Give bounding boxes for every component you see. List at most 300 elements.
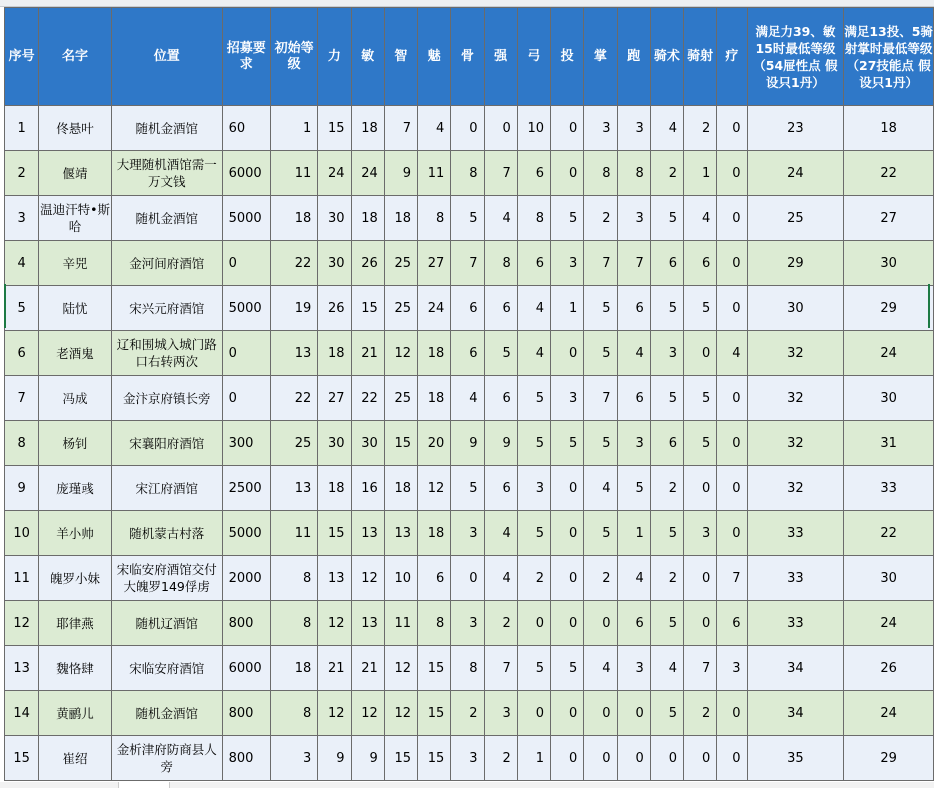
cell-riding[interactable]: 6: [650, 241, 683, 286]
cell-throw[interactable]: 0: [551, 736, 584, 781]
cell-min-level-throw-mounted[interactable]: 22: [844, 151, 934, 196]
table-row[interactable]: [5, 646, 934, 691]
cell-name[interactable]: 老酒鬼: [39, 331, 112, 376]
cell-name[interactable]: 佟悬叶: [39, 106, 112, 151]
cell-int[interactable]: 18: [384, 466, 417, 511]
cell-bow[interactable]: 5: [517, 511, 550, 556]
cell-bone[interactable]: 5: [451, 196, 484, 241]
cell-heal[interactable]: 4: [717, 331, 747, 376]
cell-recruit-requirement[interactable]: 0: [222, 331, 270, 376]
cell-strong[interactable]: 4: [484, 511, 517, 556]
header-cell-riding[interactable]: 骑术: [650, 8, 683, 106]
cell-index[interactable]: 2: [5, 151, 39, 196]
cell-agi[interactable]: 12: [351, 691, 384, 736]
cell-agi[interactable]: 13: [351, 511, 384, 556]
cell-recruit-requirement[interactable]: 800: [222, 736, 270, 781]
cell-agi[interactable]: 18: [351, 196, 384, 241]
cell-mounted-archery[interactable]: 7: [684, 646, 717, 691]
cell-strong[interactable]: 4: [484, 196, 517, 241]
cell-run[interactable]: 8: [617, 151, 650, 196]
table-row[interactable]: [5, 106, 934, 151]
cell-palm[interactable]: 5: [584, 331, 617, 376]
cell-str[interactable]: 27: [318, 376, 351, 421]
cell-cha[interactable]: 15: [418, 736, 451, 781]
cell-str[interactable]: 15: [318, 511, 351, 556]
cell-min-level-throw-mounted[interactable]: 30: [844, 556, 934, 601]
cell-index[interactable]: 13: [5, 646, 39, 691]
cell-bow[interactable]: 6: [517, 151, 550, 196]
cell-str[interactable]: 26: [318, 286, 351, 331]
cell-int[interactable]: 15: [384, 736, 417, 781]
cell-palm[interactable]: 3: [584, 106, 617, 151]
cell-recruit-requirement[interactable]: 6000: [222, 151, 270, 196]
cell-bow[interactable]: 2: [517, 556, 550, 601]
cell-mounted-archery[interactable]: 0: [684, 331, 717, 376]
cell-min-level-str-agi[interactable]: 35: [747, 736, 844, 781]
cell-int[interactable]: 13: [384, 511, 417, 556]
cell-min-level-str-agi[interactable]: 32: [747, 376, 844, 421]
cell-cha[interactable]: 18: [418, 376, 451, 421]
cell-agi[interactable]: 24: [351, 151, 384, 196]
cell-strong[interactable]: 7: [484, 646, 517, 691]
cell-riding[interactable]: 2: [650, 556, 683, 601]
cell-bow[interactable]: 1: [517, 736, 550, 781]
cell-cha[interactable]: 18: [418, 511, 451, 556]
cell-agi[interactable]: 21: [351, 331, 384, 376]
cell-min-level-throw-mounted[interactable]: 30: [844, 376, 934, 421]
cell-index[interactable]: 11: [5, 556, 39, 601]
cell-location[interactable]: 宋临安府酒馆: [111, 646, 222, 691]
cell-location[interactable]: 宋临安府酒馆交付大魄罗149俘虏: [111, 556, 222, 601]
cell-palm[interactable]: 5: [584, 421, 617, 466]
cell-min-level-str-agi[interactable]: 29: [747, 241, 844, 286]
cell-riding[interactable]: 5: [650, 691, 683, 736]
cell-riding[interactable]: 5: [650, 196, 683, 241]
table-row[interactable]: [5, 376, 934, 421]
cell-min-level-str-agi[interactable]: 25: [747, 196, 844, 241]
cell-location[interactable]: 随机金酒馆: [111, 196, 222, 241]
header-cell-bow[interactable]: 弓: [517, 8, 550, 106]
header-cell-recruit-requirement[interactable]: 招募要求: [222, 8, 270, 106]
cell-bow[interactable]: 6: [517, 241, 550, 286]
cell-min-level-str-agi[interactable]: 24: [747, 151, 844, 196]
cell-initial-level[interactable]: 1: [270, 106, 317, 151]
cell-name[interactable]: 陆忧: [39, 286, 112, 331]
cell-mounted-archery[interactable]: 5: [684, 286, 717, 331]
header-cell-heal[interactable]: 疗: [717, 8, 747, 106]
cell-index[interactable]: 12: [5, 601, 39, 646]
cell-bow[interactable]: 5: [517, 376, 550, 421]
table-row[interactable]: [5, 421, 934, 466]
cell-run[interactable]: 6: [617, 376, 650, 421]
header-cell-str[interactable]: 力: [318, 8, 351, 106]
cell-min-level-str-agi[interactable]: 23: [747, 106, 844, 151]
table-row[interactable]: [5, 691, 934, 736]
cell-initial-level[interactable]: 25: [270, 421, 317, 466]
cell-index[interactable]: 7: [5, 376, 39, 421]
cell-min-level-throw-mounted[interactable]: 27: [844, 196, 934, 241]
cell-str[interactable]: 30: [318, 241, 351, 286]
cell-recruit-requirement[interactable]: 0: [222, 241, 270, 286]
cell-heal[interactable]: 0: [717, 196, 747, 241]
cell-heal[interactable]: 0: [717, 691, 747, 736]
cell-bow[interactable]: 8: [517, 196, 550, 241]
cell-heal[interactable]: 7: [717, 556, 747, 601]
cell-recruit-requirement[interactable]: 0: [222, 376, 270, 421]
cell-riding[interactable]: 5: [650, 286, 683, 331]
cell-min-level-throw-mounted[interactable]: 18: [844, 106, 934, 151]
cell-agi[interactable]: 21: [351, 646, 384, 691]
cell-heal[interactable]: 0: [717, 376, 747, 421]
cell-name[interactable]: 冯成: [39, 376, 112, 421]
table-row[interactable]: [5, 286, 934, 331]
cell-recruit-requirement[interactable]: 300: [222, 421, 270, 466]
cell-index[interactable]: 14: [5, 691, 39, 736]
cell-name[interactable]: 崔绍: [39, 736, 112, 781]
table-row[interactable]: [5, 601, 934, 646]
cell-strong[interactable]: 4: [484, 556, 517, 601]
cell-mounted-archery[interactable]: 4: [684, 196, 717, 241]
cell-palm[interactable]: 2: [584, 556, 617, 601]
cell-initial-level[interactable]: 8: [270, 556, 317, 601]
cell-min-level-throw-mounted[interactable]: 26: [844, 646, 934, 691]
cell-riding[interactable]: 5: [650, 376, 683, 421]
cell-palm[interactable]: 0: [584, 691, 617, 736]
cell-int[interactable]: 18: [384, 196, 417, 241]
cell-recruit-requirement[interactable]: 60: [222, 106, 270, 151]
cell-bone[interactable]: 6: [451, 331, 484, 376]
cell-bow[interactable]: 5: [517, 421, 550, 466]
cell-recruit-requirement[interactable]: 800: [222, 601, 270, 646]
cell-riding[interactable]: 2: [650, 466, 683, 511]
cell-heal[interactable]: 0: [717, 241, 747, 286]
cell-min-level-throw-mounted[interactable]: 33: [844, 466, 934, 511]
cell-run[interactable]: 0: [617, 691, 650, 736]
cell-recruit-requirement[interactable]: 6000: [222, 646, 270, 691]
header-cell-strong[interactable]: 强: [484, 8, 517, 106]
cell-min-level-throw-mounted[interactable]: 24: [844, 691, 934, 736]
cell-riding[interactable]: 6: [650, 421, 683, 466]
cell-initial-level[interactable]: 3: [270, 736, 317, 781]
cell-agi[interactable]: 26: [351, 241, 384, 286]
cell-index[interactable]: 1: [5, 106, 39, 151]
cell-min-level-throw-mounted[interactable]: 22: [844, 511, 934, 556]
cell-str[interactable]: 13: [318, 556, 351, 601]
cell-throw[interactable]: 3: [551, 241, 584, 286]
cell-cha[interactable]: 15: [418, 646, 451, 691]
cell-min-level-str-agi[interactable]: 32: [747, 331, 844, 376]
cell-throw[interactable]: 0: [551, 601, 584, 646]
cell-bone[interactable]: 0: [451, 556, 484, 601]
cell-recruit-requirement[interactable]: 2000: [222, 556, 270, 601]
cell-throw[interactable]: 0: [551, 556, 584, 601]
cell-name[interactable]: 偃靖: [39, 151, 112, 196]
header-cell-name[interactable]: 名字: [39, 8, 112, 106]
cell-bone[interactable]: 8: [451, 646, 484, 691]
cell-min-level-str-agi[interactable]: 34: [747, 691, 844, 736]
cell-min-level-str-agi[interactable]: 30: [747, 286, 844, 331]
cell-agi[interactable]: 9: [351, 736, 384, 781]
cell-run[interactable]: 0: [617, 736, 650, 781]
cell-cha[interactable]: 24: [418, 286, 451, 331]
cell-strong[interactable]: 9: [484, 421, 517, 466]
table-row[interactable]: [5, 736, 934, 781]
cell-min-level-str-agi[interactable]: 33: [747, 556, 844, 601]
cell-index[interactable]: 5: [5, 286, 39, 331]
cell-recruit-requirement[interactable]: 5000: [222, 286, 270, 331]
cell-cha[interactable]: 20: [418, 421, 451, 466]
header-cell-initial-level[interactable]: 初始等级: [270, 8, 317, 106]
cell-location[interactable]: 宋襄阳府酒馆: [111, 421, 222, 466]
cell-riding[interactable]: 5: [650, 601, 683, 646]
table-row[interactable]: [5, 466, 934, 511]
cell-initial-level[interactable]: 18: [270, 196, 317, 241]
cell-min-level-throw-mounted[interactable]: 29: [844, 286, 934, 331]
cell-initial-level[interactable]: 22: [270, 376, 317, 421]
cell-throw[interactable]: 5: [551, 196, 584, 241]
cell-riding[interactable]: 0: [650, 736, 683, 781]
cell-mounted-archery[interactable]: 5: [684, 376, 717, 421]
cell-recruit-requirement[interactable]: 800: [222, 691, 270, 736]
header-cell-throw[interactable]: 投: [551, 8, 584, 106]
cell-strong[interactable]: 8: [484, 241, 517, 286]
cell-name[interactable]: 庞瑾彧: [39, 466, 112, 511]
header-cell-bone[interactable]: 骨: [451, 8, 484, 106]
cell-mounted-archery[interactable]: 1: [684, 151, 717, 196]
cell-initial-level[interactable]: 11: [270, 151, 317, 196]
cell-run[interactable]: 6: [617, 601, 650, 646]
header-cell-palm[interactable]: 掌: [584, 8, 617, 106]
cell-cha[interactable]: 27: [418, 241, 451, 286]
cell-name[interactable]: 杨钊: [39, 421, 112, 466]
cell-run[interactable]: 3: [617, 196, 650, 241]
cell-cha[interactable]: 4: [418, 106, 451, 151]
cell-run[interactable]: 3: [617, 646, 650, 691]
cell-heal[interactable]: 0: [717, 106, 747, 151]
cell-str[interactable]: 9: [318, 736, 351, 781]
cell-throw[interactable]: 0: [551, 151, 584, 196]
cell-mounted-archery[interactable]: 0: [684, 601, 717, 646]
cell-bow[interactable]: 0: [517, 691, 550, 736]
cell-run[interactable]: 3: [617, 106, 650, 151]
cell-agi[interactable]: 22: [351, 376, 384, 421]
cell-location[interactable]: 辽和围城入城门路口右转两次: [111, 331, 222, 376]
cell-min-level-str-agi[interactable]: 32: [747, 421, 844, 466]
cell-str[interactable]: 24: [318, 151, 351, 196]
cell-min-level-throw-mounted[interactable]: 31: [844, 421, 934, 466]
cell-int[interactable]: 12: [384, 331, 417, 376]
cell-bone[interactable]: 3: [451, 601, 484, 646]
cell-throw[interactable]: 5: [551, 421, 584, 466]
cell-str[interactable]: 12: [318, 691, 351, 736]
cell-location[interactable]: 大理随机酒馆需一万文钱: [111, 151, 222, 196]
cell-min-level-str-agi[interactable]: 34: [747, 646, 844, 691]
cell-recruit-requirement[interactable]: 5000: [222, 196, 270, 241]
cell-palm[interactable]: 0: [584, 601, 617, 646]
cell-strong[interactable]: 2: [484, 736, 517, 781]
cell-palm[interactable]: 0: [584, 736, 617, 781]
cell-throw[interactable]: 0: [551, 106, 584, 151]
cell-agi[interactable]: 12: [351, 556, 384, 601]
cell-location[interactable]: 宋江府酒馆: [111, 466, 222, 511]
cell-index[interactable]: 6: [5, 331, 39, 376]
cell-mounted-archery[interactable]: 0: [684, 556, 717, 601]
cell-mounted-archery[interactable]: 0: [684, 466, 717, 511]
cell-palm[interactable]: 5: [584, 286, 617, 331]
cell-location[interactable]: 宋兴元府酒馆: [111, 286, 222, 331]
cell-name[interactable]: 羊小帅: [39, 511, 112, 556]
cell-palm[interactable]: 7: [584, 376, 617, 421]
cell-bone[interactable]: 3: [451, 736, 484, 781]
cell-index[interactable]: 10: [5, 511, 39, 556]
cell-agi[interactable]: 13: [351, 601, 384, 646]
cell-bow[interactable]: 4: [517, 286, 550, 331]
cell-location[interactable]: 金析津府防商县人旁: [111, 736, 222, 781]
cell-strong[interactable]: 6: [484, 286, 517, 331]
cell-location[interactable]: 随机金酒馆: [111, 106, 222, 151]
cell-name[interactable]: 温迪汗特•斯哈: [39, 196, 112, 241]
cell-palm[interactable]: 2: [584, 196, 617, 241]
cell-name[interactable]: 辛兕: [39, 241, 112, 286]
cell-bow[interactable]: 4: [517, 331, 550, 376]
cell-min-level-throw-mounted[interactable]: 29: [844, 736, 934, 781]
cell-strong[interactable]: 5: [484, 331, 517, 376]
cell-int[interactable]: 12: [384, 691, 417, 736]
cell-cha[interactable]: 18: [418, 331, 451, 376]
cell-bow[interactable]: 3: [517, 466, 550, 511]
cell-cha[interactable]: 11: [418, 151, 451, 196]
cell-run[interactable]: 7: [617, 241, 650, 286]
cell-palm[interactable]: 4: [584, 466, 617, 511]
cell-heal[interactable]: 0: [717, 421, 747, 466]
cell-riding[interactable]: 4: [650, 106, 683, 151]
cell-mounted-archery[interactable]: 0: [684, 736, 717, 781]
header-cell-run[interactable]: 跑: [617, 8, 650, 106]
cell-initial-level[interactable]: 18: [270, 646, 317, 691]
cell-strong[interactable]: 0: [484, 106, 517, 151]
cell-index[interactable]: 9: [5, 466, 39, 511]
cell-index[interactable]: 15: [5, 736, 39, 781]
cell-bone[interactable]: 6: [451, 286, 484, 331]
cell-initial-level[interactable]: 19: [270, 286, 317, 331]
cell-palm[interactable]: 7: [584, 241, 617, 286]
cell-str[interactable]: 18: [318, 331, 351, 376]
cell-heal[interactable]: 0: [717, 286, 747, 331]
cell-name[interactable]: 黄鹂儿: [39, 691, 112, 736]
cell-mounted-archery[interactable]: 5: [684, 421, 717, 466]
cell-index[interactable]: 4: [5, 241, 39, 286]
cell-initial-level[interactable]: 8: [270, 601, 317, 646]
cell-int[interactable]: 25: [384, 286, 417, 331]
cell-bone[interactable]: 4: [451, 376, 484, 421]
cell-riding[interactable]: 4: [650, 646, 683, 691]
cell-bow[interactable]: 0: [517, 601, 550, 646]
header-cell-int[interactable]: 智: [384, 8, 417, 106]
cell-heal[interactable]: 0: [717, 511, 747, 556]
cell-palm[interactable]: 5: [584, 511, 617, 556]
cell-bone[interactable]: 2: [451, 691, 484, 736]
cell-cha[interactable]: 6: [418, 556, 451, 601]
cell-mounted-archery[interactable]: 2: [684, 691, 717, 736]
cell-riding[interactable]: 3: [650, 331, 683, 376]
cell-initial-level[interactable]: 13: [270, 331, 317, 376]
cell-throw[interactable]: 0: [551, 691, 584, 736]
cell-index[interactable]: 3: [5, 196, 39, 241]
cell-cha[interactable]: 12: [418, 466, 451, 511]
cell-name[interactable]: 耶律燕: [39, 601, 112, 646]
table-row[interactable]: [5, 511, 934, 556]
cell-int[interactable]: 25: [384, 376, 417, 421]
cell-mounted-archery[interactable]: 2: [684, 106, 717, 151]
cell-recruit-requirement[interactable]: 5000: [222, 511, 270, 556]
cell-name[interactable]: 魏恪肆: [39, 646, 112, 691]
cell-min-level-throw-mounted[interactable]: 30: [844, 241, 934, 286]
cell-min-level-str-agi[interactable]: 33: [747, 601, 844, 646]
cell-agi[interactable]: 15: [351, 286, 384, 331]
cell-location[interactable]: 随机金酒馆: [111, 691, 222, 736]
cell-initial-level[interactable]: 8: [270, 691, 317, 736]
cell-str[interactable]: 18: [318, 466, 351, 511]
cell-str[interactable]: 30: [318, 196, 351, 241]
table-row[interactable]: [5, 151, 934, 196]
cell-recruit-requirement[interactable]: 2500: [222, 466, 270, 511]
cell-cha[interactable]: 8: [418, 196, 451, 241]
cell-bow[interactable]: 10: [517, 106, 550, 151]
cell-str[interactable]: 12: [318, 601, 351, 646]
cell-location[interactable]: 随机蒙古村落: [111, 511, 222, 556]
cell-int[interactable]: 11: [384, 601, 417, 646]
header-cell-mounted-archery[interactable]: 骑射: [684, 8, 717, 106]
cell-min-level-throw-mounted[interactable]: 24: [844, 331, 934, 376]
cell-run[interactable]: 4: [617, 331, 650, 376]
cell-strong[interactable]: 6: [484, 376, 517, 421]
cell-bone[interactable]: 9: [451, 421, 484, 466]
cell-mounted-archery[interactable]: 6: [684, 241, 717, 286]
cell-palm[interactable]: 4: [584, 646, 617, 691]
cell-throw[interactable]: 1: [551, 286, 584, 331]
cell-bone[interactable]: 5: [451, 466, 484, 511]
cell-run[interactable]: 1: [617, 511, 650, 556]
bottom-tab[interactable]: [118, 782, 170, 788]
cell-run[interactable]: 3: [617, 421, 650, 466]
cell-int[interactable]: 10: [384, 556, 417, 601]
cell-str[interactable]: 30: [318, 421, 351, 466]
cell-int[interactable]: 25: [384, 241, 417, 286]
table-row[interactable]: [5, 331, 934, 376]
cell-cha[interactable]: 15: [418, 691, 451, 736]
cell-strong[interactable]: 2: [484, 601, 517, 646]
cell-index[interactable]: 8: [5, 421, 39, 466]
table-row[interactable]: [5, 241, 934, 286]
cell-name[interactable]: 魄罗小妹: [39, 556, 112, 601]
cell-palm[interactable]: 8: [584, 151, 617, 196]
cell-initial-level[interactable]: 22: [270, 241, 317, 286]
cell-run[interactable]: 4: [617, 556, 650, 601]
cell-run[interactable]: 5: [617, 466, 650, 511]
cell-bone[interactable]: 7: [451, 241, 484, 286]
cell-agi[interactable]: 18: [351, 106, 384, 151]
cell-throw[interactable]: 5: [551, 646, 584, 691]
cell-location[interactable]: 金河间府酒馆: [111, 241, 222, 286]
cell-initial-level[interactable]: 13: [270, 466, 317, 511]
cell-min-level-str-agi[interactable]: 33: [747, 511, 844, 556]
cell-int[interactable]: 7: [384, 106, 417, 151]
cell-int[interactable]: 9: [384, 151, 417, 196]
header-cell-min-level-throw-mounted[interactable]: 满足13投、5骑射掌时最低等级（27技能点 假设只1丹）: [844, 8, 934, 106]
cell-agi[interactable]: 30: [351, 421, 384, 466]
header-cell-index[interactable]: 序号: [5, 8, 39, 106]
cell-min-level-str-agi[interactable]: 32: [747, 466, 844, 511]
